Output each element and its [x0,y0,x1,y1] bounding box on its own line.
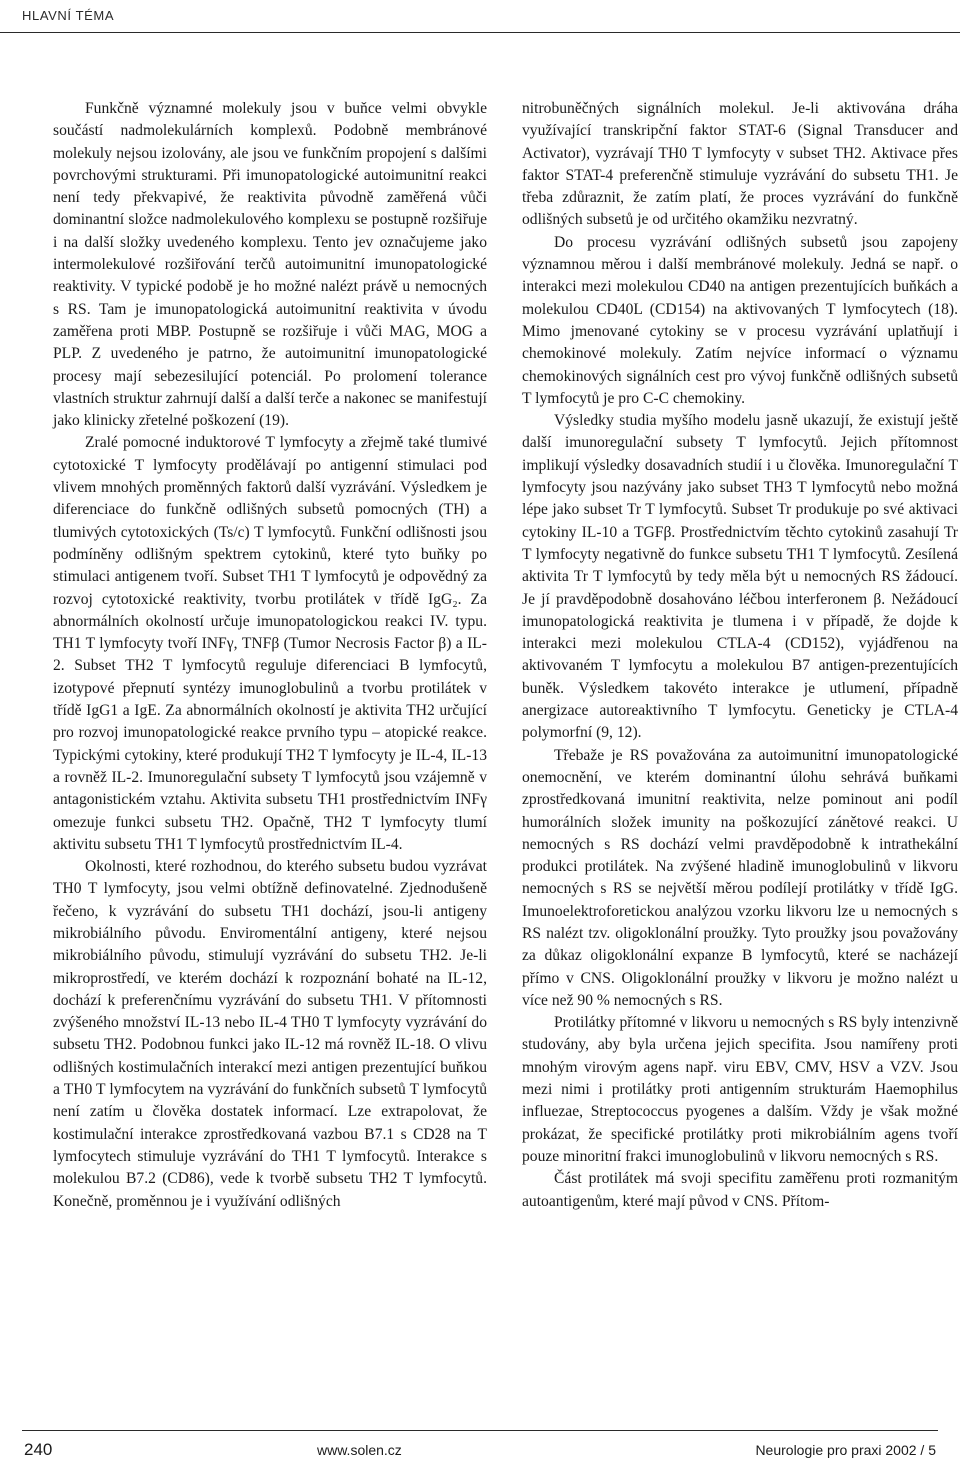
footer-rule [22,1430,938,1431]
paragraph: Protilátky přítomné v likvoru u nemocných s RS byly intenzivně studovány, aby byla určena jejich specifita. Jsou namířeny proti mnohým virovým agens např. viru EBV, CMV, HSV a VZV. Jsou mezi nimi i protilátky proti antigenním strukturám Haemophilus influezae, Streptococcus pyogenes a dalším. Vždy je však možné prokázat, že specifické protilátky proti mikrobiálním agens tvoří pouze minoritní frakci imunoglobulinů v likvoru nemocných s RS. [522,1014,958,1165]
paragraph: Okolnosti, které rozhodnou, do kterého subsetu budou vyzrávat TH0 T lymfocyty, jsou velmi obtížně definovatelné. Zjednodušeně řečeno, k vyzrávání do subsetu TH1 dochází, jsou-li antigeny mikrobiálního původu. Enviromentální antigeny, které nejsou mikrobiálního původu, stimulují vyzrávání do subsetu TH2. Je-li mikroprostředí, ve kterém dochází k rozpoznání bohaté na IL-12, dochází k preferenčnímu vyzrávání do subsetu TH1. V přítomnosti zvýšeného množství IL-13 nebo IL-4 TH0 T lymfocyty vyzrávání do subsetu TH2. Podobnou funkci jako IL-12 má rovněž IL-18. O vlivu odlišných kostimulačních interakcí mezi antigen prezentující buňkou a TH0 T lymfocytem na vyzrávání do funkčních subsetů T lymfocytů není zatím u člověka dostatek informací. Lze extrapolovat, že kostimulační interakce zprostředkovaná vazbou B7.1 s CD28 na T lymfocytech stimuluje vyzrávání do TH1 T lymfocytů. Interakce s molekulou B7.2 (CD86), vede k tvorbě subsetu TH2 T lymfocytů. Konečně, proměnnou je i využívání odlišných [53,858,487,1210]
journal-citation: Neurologie pro praxi 2002 / 5 [755,1442,936,1458]
paragraph: Část protilátek má svoji specifitu zaměřenu proti rozmanitým autoantigenům, které mají původ v CNS. Přítom- [522,1170,958,1210]
header-bar [0,0,960,33]
paragraph: nitrobuněčných signálních molekul. Je-li aktivována dráha využívající transkripční faktor STAT-6 (Signal Transducer and Activator), vyzrávají TH0 T lymfocyty v subset TH2. Aktivace přes faktor STAT-4 preferenčně stimuluje vyzrávání do subsetu TH1. Je třeba zdůraznit, že zatím platí, že proces vyzrávání do funkčně odlišných subsetů je od určitého okamžiku nezvratný. [522,100,958,229]
section-label: HLAVNÍ TÉMA [22,8,115,23]
paragraph: Do procesu vyzrávání odlišných subsetů jsou zapojeny významnou měrou i další membránové molekuly. Jedná se např. o interakci mezi molekulou CD40 na antigen prezentujících buňkách a molekulou CD40L (CD154) na aktivovaných T lymfocytech (18). Mimo jmenované cytokiny se v procesu vyzrávání uplatňují i chemokinové molekuly. Zatím nejvíce informací o významu chemokinových signálních cest pro vývoj funkčně odlišných subsetů T lymfocytů je pro C-C chemokiny. [522,233,958,407]
right-column [522,98,958,1213]
paragraph: Třebaže je RS považována za autoimunitní imunopatologické onemocnění, ve kterém dominantní úlohu sehrává buňkami zprostředkovaná imunitní reaktivita, nelze pominout ani podíl humorálních složek imunity na poškozující zánětové reakci. U nemocných s RS dochází velmi pravděpodobně k intrathekální produkci protilátek. Na zvýšené hladině imunoglobulinů v likvoru nemocných s RS se největší měrou podílejí protilátky v třídě IgG. Imunoelektroforetickou analýzou vzorku likvoru lze u nemocných s RS nalézt tzv. oligoklonální proužky. Tyto proužky jsou považovány za důkaz oligoklonální expanze B lymfocytů, které se nacházejí přímo v CNS. Oligoklonální proužky v likvoru je možno nalézt u více než 90 % nemocných s RS. [522,746,958,1009]
page-number: 240 [24,1440,53,1459]
website-link[interactable]: www.solen.cz [317,1442,402,1458]
paragraph: Funkčně významné molekuly jsou v buňce velmi obvykle součástí nadmolekulárních komplexů. Podobně membránové molekuly nejsou izolovány, ale jsou ve funkčním propojení s dalšími povrchovými strukturami. Při imunopatologické autoimunitní reakci není tedy překvapivé, že reaktivita původně zaměřená vůči dominantní složce nadmolekulového komplexu se postupně rozšiřuje i na další složky uvedeného komplexu. Tento jev označujeme jako intermolekulové rozšiřování terčů autoimunitní imunopatologické reaktivity. V typické podobě je ho možné nalézt právě u nemocných s RS. Tam je imunopatologická autoimunitní reaktivita v úvodu zaměřena proti MBP. Postupně se rozšiřuje i vůči MAG, MOG a PLP. Z uvedeného je patrno, že autoimunitní imunopatologické procesy mají sebezesilující potenciál. Po prolomení tolerance vlastních struktur zahrnují další a další terče a nakonec se manifestují jako klinicky zřetelné poškození (19). [53,100,487,430]
paragraph: Výsledky studia myšího modelu jasně ukazují, že existují ještě další imunoregulační subsety T lymfocytů. Jejich přítomnost implikují výsledky dosavadních studií i u člověka. Imunoregulační T lymfocyty jsou nazývány jako subset TH3 T lymfocytů nebo možná lépe jako subset Tr T lymfocytů. Subset Tr produkuje po své aktivaci cytokiny IL-10 a TGFβ. Prostřednictvím těchto cytokinů zasahují Tr T lymfocyty negativně do funkce subsetu TH1 T lymfocytů. Zesílená aktivita Tr T lymfocytů by tedy měla být u nemocných RS žádoucí. Je jí pravděpodobně dosahováno léčbou interferonem β. Nežádoucí imunopatologická reaktivita je tlumena i v případě, že dojde k interakci mezi molekulou CTLA-4 (CD152), vyjádřenou na aktivovaném T lymfocytu a molekulou B7 antigen-prezentujících buněk. Výsledkem takovéto interakce je utlumení, případně anergizace autoreaktivního T lymfocytu. Geneticky je CTLA-4 polymorfní (9, 12). [522,412,958,742]
paragraph: Zralé pomocné induktorové T lymfocyty a zřejmě také tlumivé cytotoxické T lymfocyty prodělávají po antigenní stimulaci pod vlivem mnohých proměnných faktorů další vyzrávání. Výsledkem je diferenciace do funkčně odlišných subsetů pomocných (TH) a tlumivých cytotoxických (Ts/c) T lymfocytů. Funkční odlišnosti jsou podmíněny odlišným spektrem cytokinů, které tyto buňky po stimulaci antigenem tvoří. Subset TH1 T lymfocytů je odpovědný za rozvoj cytotoxické reaktivity, tvorbu protilátek v třídě IgG₂. Za abnormálních okolností určuje imunopatologickou reakci IV. typu. TH1 T lymfocyty tvoří INFγ, TNFβ (Tumor Necrosis Factor β) a IL-2. Subset TH2 T lymfocytů reguluje diferenciaci B lymfocytů, izotypové přepnutí syntézy imunoglobulinů a tvorbu protilátek v třídě IgG1 a IgE. Za abnormálních okolností je aktivita TH2 určující pro rozvoj imunopatologické reakce prvního typu – atopické reakce. Typickými cytokiny, které produkují TH2 T lymfocyty je IL-4, IL-13 a rovněž IL-2. Imunoregulační subsety T lymfocytů jsou vzájemně v antagonistickém vztahu. Aktivita subsetu TH1 prostřednictvím INFγ omezuje funkci subsetu TH2. Opačně, TH2 T lymfocyty tlumí aktivitu subsetu TH1 T lymfocytů prostřednictvím IL-4. [53,434,487,853]
left-column [53,98,487,1213]
